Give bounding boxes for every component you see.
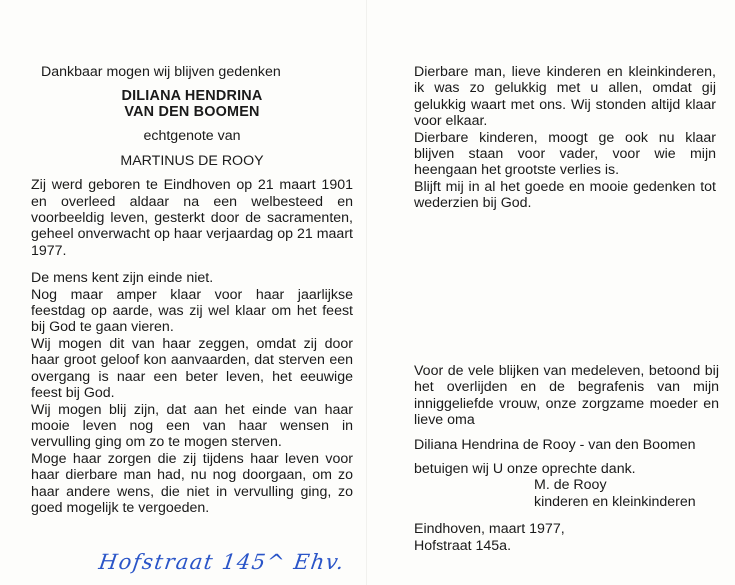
deceased-name-line1: DILIANA HENDRINA [121,88,263,105]
address: Hofstraat 145a. [414,537,512,554]
right-column [414,64,716,212]
thanks-text: Voor de vele blijken van medeleven, betoond bij het overlijden en de begrafenis van mijn inniggeliefde vrouw, onze zorgzame moeder en lieve oma [414,363,719,429]
signature-name: M. de Rooy [534,477,607,494]
paragraph-5: Moge haar zorgen die zij tijdens haar leven voor haar dierbare man had, nu nog doorgaan, om zo haar andere wens, die niet in vervulling ging, zo goed mogelijk te vergoeden. [31,450,353,516]
farewell-paragraph-3: Blijft mij in al het goede en mooie gedenken tot wederzien bij God. [414,178,716,212]
paragraph-2: Nog maar amper klaar voor haar jaarlijkse feestdag op aarde, was zij wel klaar om het feest bij God te gaan vieren. [31,286,353,336]
signature-family: kinderen en kleinkinderen [534,493,696,510]
spouse-name: MARTINUS DE ROOY [120,152,264,169]
left-column [31,64,353,516]
handwritten-note: Hofstraat 145^ Ehv. [97,550,347,574]
deceased-name-line2: VAN DEN BOOMEN [124,104,260,121]
fold-line [366,0,367,585]
paragraph-1: De mens kent zijn einde niet. [31,270,214,287]
spouse-label: echtgenote van [143,128,241,145]
full-name: Diliana Hendrina de Rooy - van den Boomen [414,436,696,453]
biography: Zij werd geboren te Eindhoven op 21 maart 1901 en overleed aldaar na een welbesteed en voorbeeldig leven, gesterkt door de sacramenten, geheel onverwacht op haar verjaardag op 21 maart 1977. [31,177,353,259]
farewell-paragraph-2: Dierbare kinderen, moogt ge ook nu klaar blijven staan voor vader, voor wie mijn heengaan het grootste verlies is. [414,129,716,179]
paragraph-4: Wij mogen blij zijn, dat aan het einde van haar mooie leven nog een van haar wensen in vervulling ging om zo te mogen sterven. [31,401,353,451]
thanks-block [414,363,719,554]
closing-line: betuigen wij U onze oprechte dank. [414,461,636,478]
paragraph-3: Wij mogen dit van haar zeggen, omdat zij door haar groot geloof kon aanvaarden, dat sterven een overgang is naar een beter leven, het eeuwige feest bij God. [31,335,353,402]
place-date: Eindhoven, maart 1977, [414,521,565,538]
farewell-paragraph-1: Dierbare man, lieve kinderen en kleinkinderen, ik was zo gelukkig met u allen, omdat gij gelukkig waart met ons. Wij stonden altijd klaar voor elkaar. [414,64,716,130]
intro-text: Dankbaar mogen wij blijven gedenken [41,64,281,80]
